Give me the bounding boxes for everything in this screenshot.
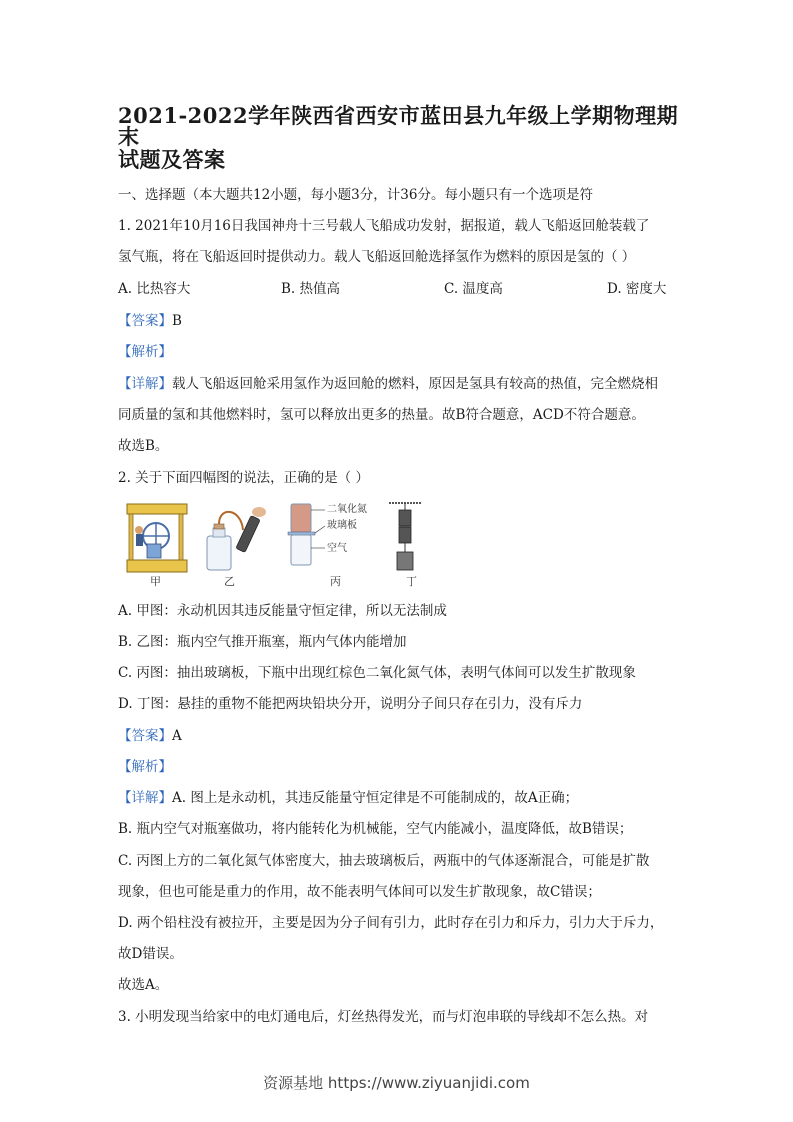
detail-tag: 【详解】 — [118, 376, 172, 392]
detail-tag: 【详解】 — [118, 790, 172, 806]
q2-stem: 2. 关于下面四幅图的说法，正确的是（ ） — [118, 470, 369, 486]
q1-option-b: B. 热值高 — [281, 281, 341, 297]
q1-analysis-tag: 【解析】 — [118, 344, 172, 360]
label-air: 空气 — [327, 543, 347, 554]
detail-text: A. 图上是永动机，其违反能量守恒定律是不可能制成的，故A正确； — [172, 790, 579, 806]
doc-title-line1: 2021-2022学年陕西省西安市蓝田县九年级上学期物理期末 — [118, 103, 679, 149]
q2-detail-d1: D. 两个铅柱没有被拉开，主要是因为分子间有引力，此时存在引力和斥力，引力大于斥力， — [118, 915, 664, 931]
q2-answer — [118, 730, 182, 744]
q1-answer — [118, 315, 182, 329]
caption-jia: 甲 — [150, 575, 161, 588]
footer-watermark: 资源基地 https://www.ziyuanjidi.com — [263, 1074, 530, 1092]
answer-value: B — [172, 313, 182, 329]
q2-detail-c2: 现象，但也可能是重力的作用，故不能表明气体间可以发生扩散现象，故C错误； — [118, 884, 601, 900]
q2-option-c: C. 丙图：抽出玻璃板，下瓶中出现红棕色二氧化氮气体，表明气体间可以发生扩散现象 — [118, 665, 636, 681]
q1-stem-line2: 氢气瓶，将在飞船返回时提供动力。载人飞船返回舱选择氢作为燃料的原因是氢的（ ） — [118, 249, 636, 265]
q1-option-d: D. 密度大 — [607, 281, 667, 297]
q2-detail-a — [118, 792, 578, 806]
q2-analysis-tag: 【解析】 — [118, 759, 172, 775]
q2-detail-c1: C. 丙图上方的二氧化氮气体密度大，抽去玻璃板后，两瓶中的气体逐渐混合，可能是扩散 — [118, 853, 650, 869]
detail-text: 载人飞船返回舱采用氢作为返回舱的燃料，原因是氢具有较高的热值，完全燃烧相 — [172, 376, 658, 392]
q2-option-d: D. 丁图：悬挂的重物不能把两块铅块分开，说明分子间只存在引力，没有斥力 — [118, 696, 583, 712]
q1-conclusion: 故选B。 — [118, 438, 169, 454]
answer-tag: 【答案】 — [118, 728, 172, 744]
caption-bing: 丙 — [330, 575, 341, 588]
q1-option-a: A. 比热容大 — [118, 281, 191, 297]
lead-blocks-figure — [387, 500, 423, 576]
answer-tag: 【答案】 — [118, 313, 172, 329]
caption-yi: 乙 — [224, 575, 235, 588]
answer-value: A — [172, 728, 182, 744]
q2-detail-b: B. 瓶内空气对瓶塞做功，将内能转化为机械能，空气内能减小，温度降低，故B错误； — [118, 821, 633, 837]
q1-option-c: C. 温度高 — [444, 281, 503, 297]
q1-detail-line2: 同质量的氢和其他燃料时，氢可以释放出更多的热量。故B符合题意，ACD不符合题意。 — [118, 407, 645, 423]
q2-figure-row — [125, 500, 425, 590]
q2-detail-d2: 故D错误。 — [118, 946, 183, 962]
q2-conclusion: 故选A。 — [118, 977, 169, 993]
q1-detail-line1 — [118, 378, 658, 392]
section-heading: 一、选择题（本大题共12小题，每小题3分，计36分。每小题只有一个选项是符 — [118, 187, 593, 203]
q1-stem-line1: 1. 2021年10月16日我国神舟十三号载人飞船成功发射，据报道，载人飞船返回舱装载了 — [118, 218, 650, 234]
bottle-pump-figure — [203, 500, 275, 576]
doc-title-line2: 试题及答案 — [118, 147, 226, 172]
label-nitrogen-dioxide: 二氧化氮 — [327, 504, 367, 515]
q3-stem-line1: 3. 小明发现当给家中的电灯通电后，灯丝热得发光，而与灯泡串联的导线却不怎么热。对 — [118, 1009, 649, 1025]
label-glass-plate: 玻璃板 — [327, 520, 357, 531]
caption-ding: 丁 — [406, 575, 417, 588]
perpetual-motion-figure — [125, 500, 193, 576]
q2-option-a: A. 甲图：永动机因其违反能量守恒定律，所以无法制成 — [118, 603, 447, 619]
q2-option-b: B. 乙图：瓶内空气推开瓶塞，瓶内气体内能增加 — [118, 634, 407, 650]
